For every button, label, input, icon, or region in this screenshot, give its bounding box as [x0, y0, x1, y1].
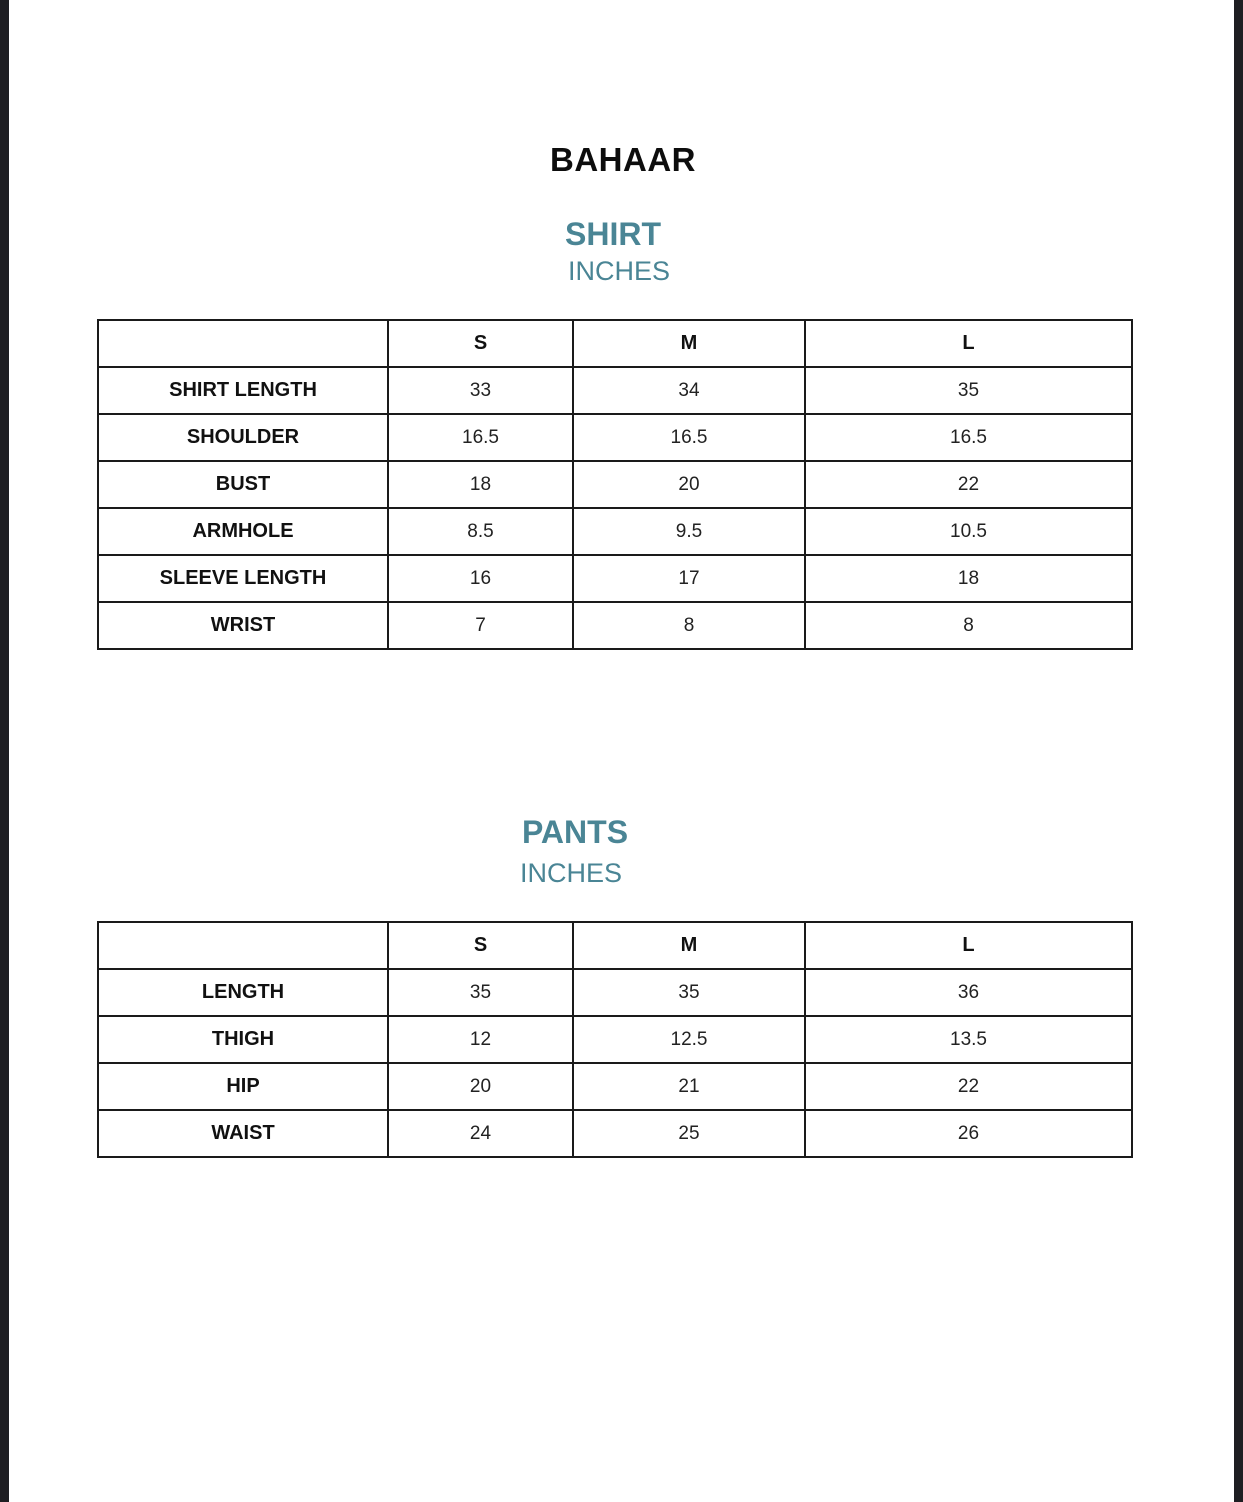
- measurement-label: SHIRT LENGTH: [98, 367, 388, 414]
- table-row: [98, 461, 1132, 508]
- table-row: [98, 367, 1132, 414]
- size-header: S: [388, 922, 573, 969]
- measurement-value: 34: [573, 367, 805, 414]
- table-row: [98, 1016, 1132, 1063]
- table-row: [98, 1110, 1132, 1157]
- measurement-value: 20: [388, 1063, 573, 1110]
- shirt-size-table: [97, 319, 1133, 650]
- document-title: BAHAAR: [550, 141, 696, 178]
- measurement-value: 25: [573, 1110, 805, 1157]
- table-row: [98, 602, 1132, 649]
- measurement-value: 7: [388, 602, 573, 649]
- size-header: S: [388, 320, 573, 367]
- measurement-label: SLEEVE LENGTH: [98, 555, 388, 602]
- shirt-heading: SHIRT: [565, 216, 661, 252]
- measurement-value: 20: [573, 461, 805, 508]
- measurement-value: 8.5: [388, 508, 573, 555]
- measurement-value: 18: [805, 555, 1132, 602]
- measurement-value: 10.5: [805, 508, 1132, 555]
- pants-heading: PANTS: [521, 814, 629, 850]
- measurement-value: 35: [805, 367, 1132, 414]
- table-row: [98, 414, 1132, 461]
- table-header-row: [98, 922, 1132, 969]
- measurement-value: 16.5: [573, 414, 805, 461]
- measurement-label: WAIST: [98, 1110, 388, 1157]
- table-row: [98, 508, 1132, 555]
- document-page: [9, 0, 1234, 1502]
- measurement-label: SHOULDER: [98, 414, 388, 461]
- measurement-value: 21: [573, 1063, 805, 1110]
- size-header: L: [805, 922, 1132, 969]
- table-row: [98, 555, 1132, 602]
- measurement-label: ARMHOLE: [98, 508, 388, 555]
- table-row: [98, 1063, 1132, 1110]
- size-header: L: [805, 320, 1132, 367]
- measurement-value: 18: [388, 461, 573, 508]
- measurement-value: 35: [573, 969, 805, 1016]
- table-row: [98, 969, 1132, 1016]
- size-header: M: [573, 320, 805, 367]
- pants-unit: INCHES: [519, 858, 622, 888]
- measurement-value: 33: [388, 367, 573, 414]
- measurement-value: 16.5: [388, 414, 573, 461]
- measurement-label: WRIST: [98, 602, 388, 649]
- measurement-value: 36: [805, 969, 1132, 1016]
- table-header-row: [98, 320, 1132, 367]
- measurement-value: 35: [388, 969, 573, 1016]
- measurement-value: 22: [805, 461, 1132, 508]
- measurement-label: THIGH: [98, 1016, 388, 1063]
- measurement-label: LENGTH: [98, 969, 388, 1016]
- measurement-value: 8: [805, 602, 1132, 649]
- measurement-value: 12.5: [573, 1016, 805, 1063]
- measurement-value: 26: [805, 1110, 1132, 1157]
- measurement-label: HIP: [98, 1063, 388, 1110]
- measurement-value: 8: [573, 602, 805, 649]
- measurement-label: BUST: [98, 461, 388, 508]
- measurement-value: 13.5: [805, 1016, 1132, 1063]
- size-header: M: [573, 922, 805, 969]
- pants-size-table: [97, 921, 1133, 1158]
- measurement-value: 16.5: [805, 414, 1132, 461]
- header-blank-cell: [98, 320, 388, 367]
- shirt-unit: INCHES: [567, 256, 670, 286]
- measurement-value: 22: [805, 1063, 1132, 1110]
- measurement-value: 16: [388, 555, 573, 602]
- measurement-value: 9.5: [573, 508, 805, 555]
- measurement-value: 24: [388, 1110, 573, 1157]
- measurement-value: 17: [573, 555, 805, 602]
- measurement-value: 12: [388, 1016, 573, 1063]
- header-blank-cell: [98, 922, 388, 969]
